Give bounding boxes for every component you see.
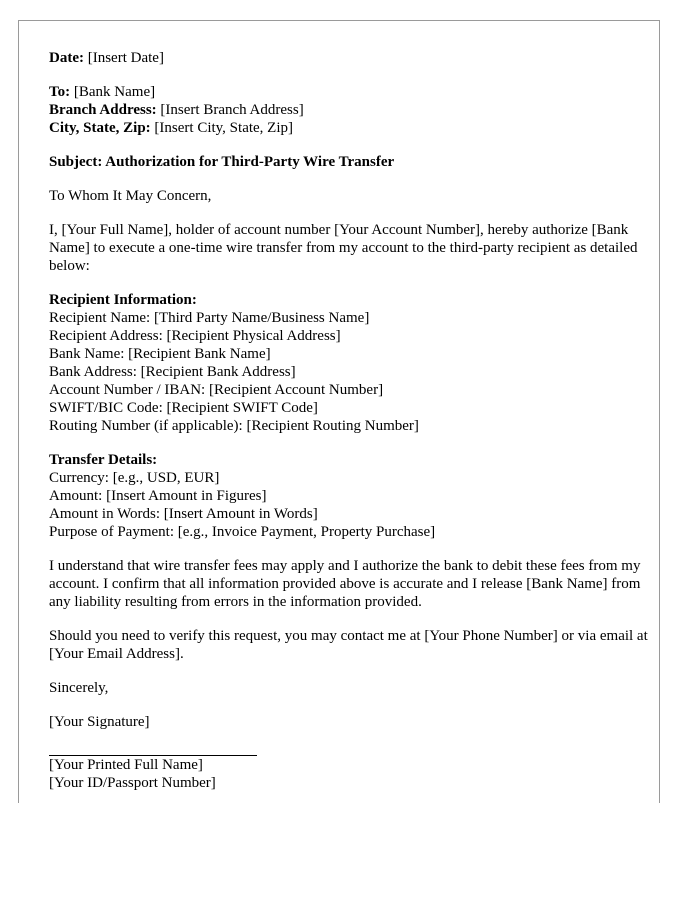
amount-line: Amount: [Insert Amount in Figures] xyxy=(49,488,267,504)
recipient-information-section xyxy=(49,291,649,435)
recipient-name-line: Recipient Name: [Third Party Name/Business Name] xyxy=(49,310,370,326)
city-state-zip-line xyxy=(49,119,649,137)
recipient-account-number-line: Account Number / IBAN: [Recipient Account Number] xyxy=(49,382,384,398)
branch-address-value: [Insert Branch Address] xyxy=(160,102,304,118)
to-line xyxy=(49,83,649,101)
subject-label: Subject: xyxy=(49,154,103,170)
subject-line xyxy=(49,153,649,171)
recipient-bank-block xyxy=(49,83,649,137)
recipient-address-line: Recipient Address: [Recipient Physical Address] xyxy=(49,328,341,344)
to-value: [Bank Name] xyxy=(73,84,156,100)
subject-block xyxy=(49,153,649,171)
city-state-zip-label: City, State, Zip: xyxy=(49,120,151,136)
salutation: To Whom It May Concern, xyxy=(49,188,212,204)
amount-in-words-line: Amount in Words: [Insert Amount in Words] xyxy=(49,506,318,522)
letter-page xyxy=(18,20,660,803)
recipient-routing-number-line: Routing Number (if applicable): [Recipient Routing Number] xyxy=(49,418,419,434)
city-state-zip-value: [Insert City, State, Zip] xyxy=(154,120,294,136)
fees-paragraph: I understand that wire transfer fees may apply and I authorize the bank to debit these fees from my account. I confirm that all information provided above is accurate and I release [Bank Name] from any liability resulting from errors in the information provided. xyxy=(49,558,641,610)
letter-content xyxy=(49,49,649,792)
recipient-information-heading: Recipient Information: xyxy=(49,292,197,308)
date-line xyxy=(49,49,649,67)
currency-line: Currency: [e.g., USD, EUR] xyxy=(49,470,220,486)
printed-name: [Your Printed Full Name] xyxy=(49,757,203,773)
recipient-bank-name-line: Bank Name: [Recipient Bank Name] xyxy=(49,346,271,362)
purpose-of-payment-line: Purpose of Payment: [e.g., Invoice Payment, Property Purchase] xyxy=(49,524,436,540)
signature-block xyxy=(49,713,649,792)
date-value: [Insert Date] xyxy=(87,50,164,66)
recipient-swift-code-line: SWIFT/BIC Code: [Recipient SWIFT Code] xyxy=(49,400,318,416)
transfer-details-heading: Transfer Details: xyxy=(49,452,158,468)
branch-address-label: Branch Address: xyxy=(49,102,157,118)
transfer-details-section xyxy=(49,451,649,541)
intro-paragraph: I, [Your Full Name], holder of account number [Your Account Number], hereby authorize [Bank Name] to execute a one-time wire transfer from my account to the third-party recipient as detailed below: xyxy=(49,222,638,274)
recipient-bank-address-line: Bank Address: [Recipient Bank Address] xyxy=(49,364,296,380)
closing: Sincerely, xyxy=(49,680,109,696)
contact-paragraph: Should you need to verify this request, you may contact me at [Your Phone Number] or via email at [Your Email Address]. xyxy=(49,628,648,662)
subject-value: Authorization for Third-Party Wire Transfer xyxy=(105,154,395,170)
id-number: [Your ID/Passport Number] xyxy=(49,775,216,791)
date-label: Date: xyxy=(49,50,84,66)
signature-placeholder: [Your Signature] xyxy=(49,714,150,730)
date-block xyxy=(49,49,649,67)
to-label: To: xyxy=(49,84,71,100)
branch-address-line xyxy=(49,101,649,119)
